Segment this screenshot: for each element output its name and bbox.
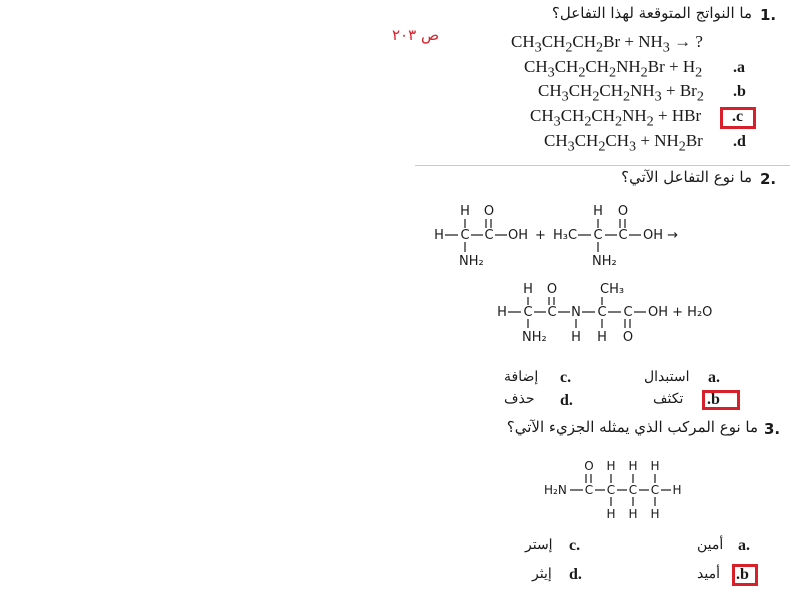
q1-option-c-letter: .c	[732, 108, 744, 125]
atom: H	[628, 507, 638, 521]
page-reference: ص ٢٠٣	[392, 26, 440, 44]
q2-option-c-text: إضافة	[504, 369, 539, 385]
q3-option-b-letter: .b	[736, 566, 749, 583]
atom: H	[497, 305, 507, 320]
atom: O	[617, 204, 629, 219]
reaction-structure	[425, 198, 725, 358]
atom: H	[597, 330, 607, 345]
molecule-structure	[540, 456, 690, 524]
atom: C	[523, 305, 533, 320]
q1-option-d-text: $CH_3CH_2CH_3 + NH_2Br$	[544, 131, 703, 155]
question-2-text: ما نوع التفاعل الآتي؟	[621, 168, 752, 186]
atom: C	[460, 228, 470, 243]
atom: C	[628, 483, 638, 497]
atom: C	[623, 305, 633, 320]
q2-option-b-letter: .b	[707, 391, 720, 408]
atom: C	[547, 305, 557, 320]
section-divider	[415, 165, 790, 166]
atom: NH₂	[459, 254, 484, 269]
q2-option-c-letter: c.	[560, 369, 572, 386]
atom: H	[650, 507, 660, 521]
atom: O	[483, 204, 495, 219]
atom: OH →	[643, 228, 679, 243]
q1-option-d-letter: .d	[733, 133, 746, 150]
q3-option-c-letter: c.	[569, 537, 581, 554]
atom: N	[571, 305, 581, 320]
question-1-text: ما النواتج المتوقعة لهذا التفاعل؟	[551, 4, 752, 22]
atom: C	[650, 483, 660, 497]
q3-option-d-text: إيثر	[532, 566, 552, 582]
atom: OH + H₂O	[648, 305, 713, 320]
atom: H₃C	[553, 228, 578, 243]
question-2-number: 2.	[760, 170, 777, 188]
atom: C	[584, 483, 594, 497]
atom: C	[606, 483, 616, 497]
q1-option-a-text: $CH_3CH_2CH_2NH_2Br + H_2$	[524, 57, 703, 81]
atom: H	[628, 459, 638, 473]
question-1-number: 1.	[760, 6, 777, 24]
q3-option-a-letter: a.	[738, 537, 750, 554]
atom: H	[523, 282, 533, 297]
q2-option-b-text: تكثف	[653, 391, 684, 407]
atom: C	[597, 305, 607, 320]
atom: O	[584, 459, 594, 473]
atom: OH	[508, 228, 529, 243]
atom: C	[484, 228, 494, 243]
q1-option-b-text: $CH_3CH_2CH_2NH_3 + Br_2$	[538, 81, 704, 105]
atom: C	[618, 228, 628, 243]
q3-option-a-text: أمين	[697, 537, 724, 553]
atom: H	[434, 228, 444, 243]
atom: H	[593, 204, 603, 219]
q1-option-a-letter: .a	[733, 59, 745, 76]
atom: NH₂	[522, 330, 547, 345]
atom: H	[606, 459, 616, 473]
question-3-number: 3.	[764, 420, 781, 438]
atom: CH₃	[600, 282, 625, 297]
atom: NH₂	[592, 254, 617, 269]
q2-option-d-text: حذف	[504, 391, 535, 407]
atom: C	[593, 228, 603, 243]
atom: H	[571, 330, 581, 345]
atom: H₂N	[544, 483, 567, 497]
q1-option-c-text: $CH_3CH_2CH_2NH_2$ + HBr	[530, 106, 702, 130]
atom: H	[606, 507, 616, 521]
q3-option-c-text: إستر	[525, 537, 553, 553]
q3-option-d-letter: d.	[569, 566, 582, 583]
q1-option-b-letter: .b	[733, 83, 746, 100]
q3-option-b-text: أميد	[697, 566, 720, 582]
q2-option-a-text: استبدال	[644, 369, 690, 385]
atom: O	[622, 330, 634, 345]
atom: H	[650, 459, 660, 473]
atom: H	[460, 204, 470, 219]
q2-option-d-letter: d.	[560, 392, 573, 409]
atom: H	[672, 483, 682, 497]
question-3-text: ما نوع المركب الذي يمثله الجزيء الآتي؟	[506, 418, 758, 436]
question-1-equation: $CH_3CH_2CH_2Br + NH_3$ → ?	[511, 32, 703, 56]
plus-sign: +	[535, 228, 546, 243]
q2-option-a-letter: a.	[708, 369, 720, 386]
atom: O	[546, 282, 558, 297]
